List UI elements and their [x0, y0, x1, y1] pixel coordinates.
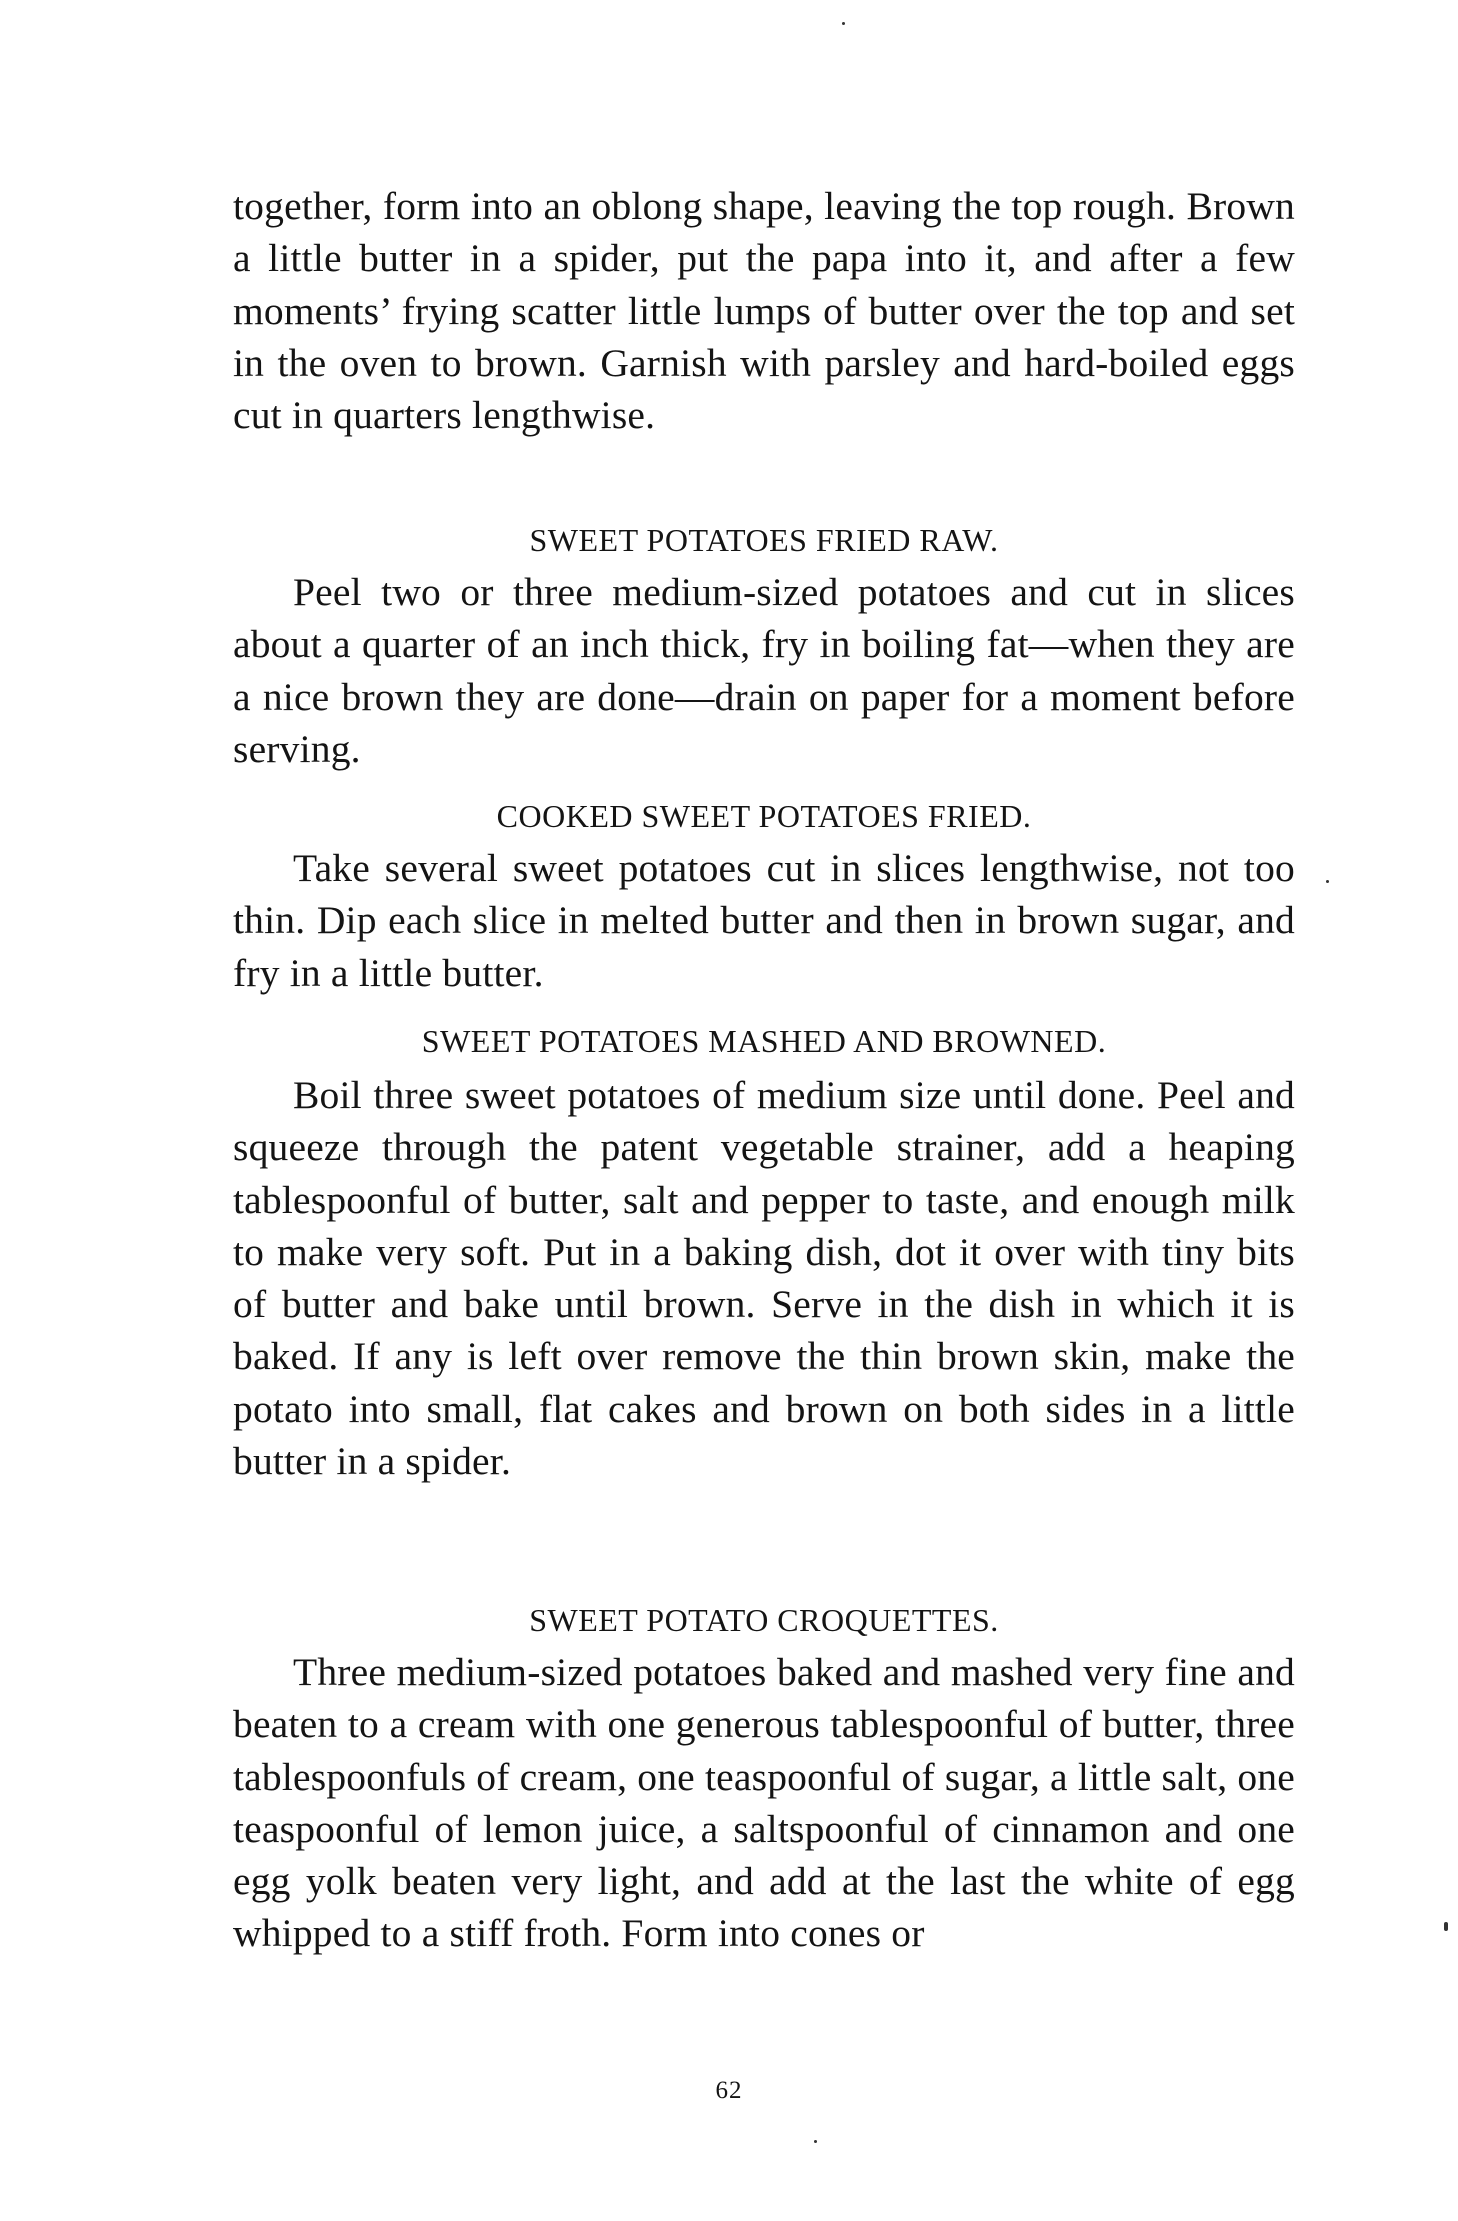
ink-speck: [1326, 880, 1329, 883]
recipe-body-croquettes: Three medium-sized potatoes baked and mashed very fine and beaten to a cream with one generous tablespoonful of butter, three tablespoonfuls of cream, one teaspoonful of sugar, a little salt, one teaspoonful of lemon juice, a saltspoonful of cinnamon and one egg yolk beaten very light, and add at the last the white of egg whipped to a stiff froth. Form into cones or: [233, 1650, 1295, 1956]
recipe-heading-mashed-browned: SWEET POTATOES MASHED AND BROWNED.: [421, 1023, 1107, 1059]
ink-speck: [842, 22, 845, 25]
recipe-body-mashed-browned: Boil three sweet potatoes of medium size until done. Peel and squeeze through the patent vegetable strainer, add a heaping tablespoonful of butter, salt and pepper to taste, and enough milk to make very soft. Put in a baking dish, dot it over with tiny bits of butter and bake until brown. Serve in the dish in which it is baked. If any is left over remove the thin brown skin, make the potato into small, flat cakes and brown on both sides in a little butter in a spider.: [233, 1073, 1295, 1484]
recipe-body-cooked-fried: Take several sweet potatoes cut in slices lengthwise, not too thin. Dip each slice in melted butter and then in brown sugar, and fry in a little butter.: [233, 846, 1295, 995]
ink-speck: [1444, 1922, 1448, 1931]
recipe-heading-croquettes: SWEET POTATO CROQUETTES.: [529, 1602, 999, 1638]
ink-speck: [814, 2140, 817, 2143]
recipe-heading-cooked-fried: COOKED SWEET POTATOES FRIED.: [496, 798, 1032, 834]
recipe-heading-fried-raw: SWEET POTATOES FRIED RAW.: [529, 522, 999, 558]
page-number: 62: [715, 2077, 743, 2104]
recipe-body-fried-raw: Peel two or three medium-sized potatoes and cut in slices about a quarter of an inch thick, fry in boiling fat—when they are a nice brown they are done—drain on paper for a moment before serving.: [233, 570, 1295, 771]
text-column: [233, 180, 1295, 2064]
continued-paragraph: together, form into an oblong shape, leaving the top rough. Brown a little butter in a spider, put the papa into it, and after a few moments’ frying scatter little lumps of butter over the top and set in the oven to brown. Garnish with parsley and hard-boiled eggs cut in quarters lengthwise.: [233, 184, 1295, 438]
